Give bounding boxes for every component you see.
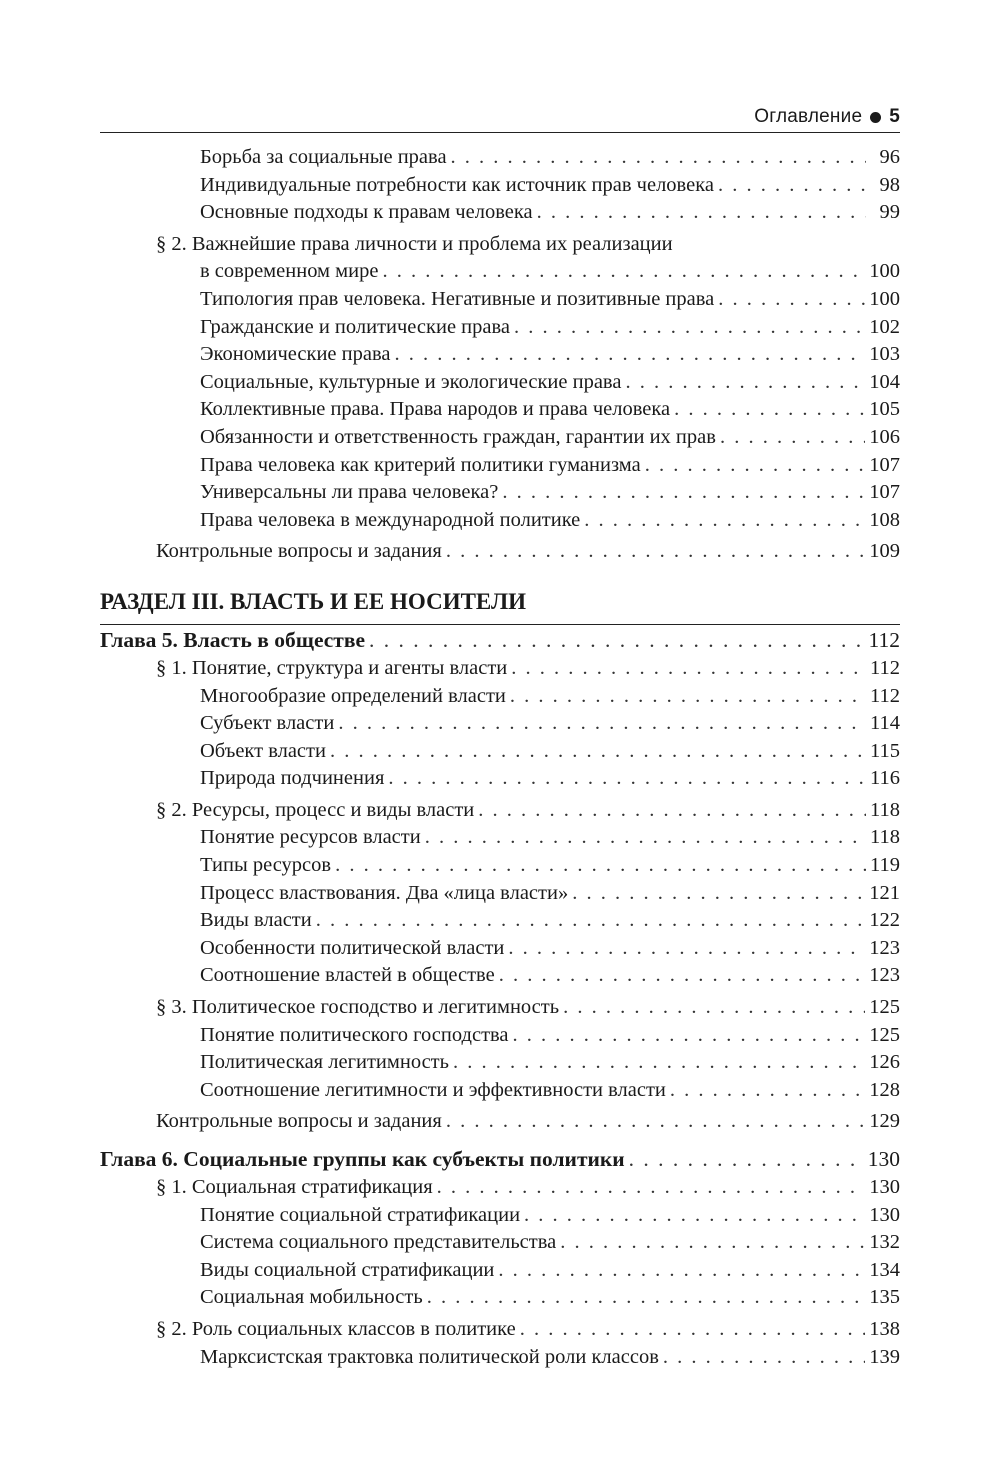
toc-item[interactable]: Природа подчинения . . . 116 bbox=[100, 765, 900, 793]
toc-item[interactable]: Понятие социальной стратификации . . . 130 bbox=[100, 1202, 900, 1230]
toc-page: 105 bbox=[869, 398, 900, 421]
dot-leader bbox=[498, 1257, 865, 1285]
toc-page: 130 bbox=[869, 1176, 900, 1198]
toc-paragraph[interactable]: в современном мире . . . 100 bbox=[100, 258, 900, 286]
dot-leader bbox=[718, 172, 866, 200]
toc-chapter[interactable]: Глава 6. Социальные группы как субъекты политики . . . 130 bbox=[100, 1144, 900, 1174]
dot-leader bbox=[511, 655, 866, 683]
section-title[interactable]: РАЗДЕЛ III. ВЛАСТЬ И ЕЕ НОСИТЕЛИ bbox=[100, 588, 526, 614]
toc-page: 122 bbox=[869, 909, 900, 932]
toc-item[interactable]: Коллективные права. Права народов и права человека . . . 105 bbox=[100, 396, 900, 424]
page-number: 5 bbox=[889, 106, 900, 127]
toc-page: 129 bbox=[869, 1110, 900, 1133]
toc-page: 134 bbox=[869, 1258, 900, 1281]
toc-questions[interactable]: Контрольные вопросы и задания . . . 109 bbox=[100, 538, 900, 566]
toc-page: 104 bbox=[869, 370, 900, 393]
toc-item[interactable]: Типы ресурсов . . . 119 bbox=[100, 852, 900, 880]
dot-leader bbox=[508, 935, 865, 963]
toc-page: 126 bbox=[869, 1051, 900, 1074]
toc-page: 118 bbox=[870, 826, 900, 849]
dot-leader bbox=[520, 1316, 866, 1344]
dot-leader bbox=[425, 824, 866, 852]
dot-leader bbox=[446, 538, 865, 566]
table-of-contents bbox=[100, 144, 900, 1371]
toc-item[interactable]: Соотношение властей в обществе . . . 123 bbox=[100, 962, 900, 990]
toc-item[interactable]: Социальные, культурные и экологические права . . . 104 bbox=[100, 369, 900, 397]
toc-item[interactable]: Виды власти . . . 122 bbox=[100, 907, 900, 935]
dot-leader bbox=[718, 286, 865, 314]
toc-page: 96 bbox=[879, 146, 900, 168]
toc-page: 138 bbox=[869, 1317, 900, 1340]
toc-page: 108 bbox=[869, 508, 900, 531]
toc-page: 114 bbox=[870, 712, 900, 735]
bullet-icon bbox=[870, 112, 881, 123]
toc-page: 128 bbox=[869, 1078, 900, 1101]
running-header-title: Оглавление bbox=[754, 106, 863, 127]
dot-leader bbox=[670, 1077, 865, 1105]
toc-item[interactable]: Гражданские и политические права . . . 102 bbox=[100, 314, 900, 342]
dot-leader bbox=[524, 1202, 865, 1230]
toc-item[interactable]: Многообразие определений власти . . . 112 bbox=[100, 683, 900, 711]
toc-page: 112 bbox=[870, 656, 900, 679]
toc-page: 116 bbox=[870, 767, 900, 790]
toc-item[interactable]: Права человека в международной политике . . . 108 bbox=[100, 507, 900, 535]
toc-page: 100 bbox=[869, 260, 900, 283]
toc-page: 98 bbox=[879, 173, 900, 196]
toc-page: 102 bbox=[869, 315, 900, 338]
toc-page: 132 bbox=[869, 1231, 900, 1254]
book-page bbox=[100, 0, 900, 1480]
toc-page: 100 bbox=[869, 287, 900, 310]
toc-item[interactable]: Экономические права . . . 103 bbox=[100, 341, 900, 369]
toc-page: 139 bbox=[869, 1345, 900, 1368]
dot-leader bbox=[584, 507, 865, 535]
dot-leader bbox=[513, 1022, 866, 1050]
dot-leader bbox=[514, 314, 865, 342]
dot-leader bbox=[394, 341, 865, 369]
toc-paragraph[interactable]: § 1. Социальная стратификация . . . 130 bbox=[100, 1174, 900, 1202]
toc-item[interactable]: Понятие ресурсов власти . . . 118 bbox=[100, 824, 900, 852]
toc-paragraph[interactable]: § 3. Политическое господство и легитимность . . . 125 bbox=[100, 994, 900, 1022]
dot-leader bbox=[537, 199, 866, 227]
toc-paragraph[interactable]: § 2. Роль социальных классов в политике . . . 138 bbox=[100, 1316, 900, 1344]
toc-item[interactable]: Понятие политического господства . . . 125 bbox=[100, 1022, 900, 1050]
dot-leader bbox=[427, 1284, 866, 1312]
toc-page: 115 bbox=[870, 739, 900, 762]
dot-leader bbox=[338, 710, 866, 738]
toc-page: 107 bbox=[869, 453, 900, 476]
toc-item[interactable]: Права человека как критерий политики гуманизма . . . 107 bbox=[100, 452, 900, 480]
dot-leader bbox=[388, 765, 866, 793]
toc-item[interactable]: Виды социальной стратификации . . . 134 bbox=[100, 1257, 900, 1285]
toc-page: 99 bbox=[879, 201, 900, 224]
toc-paragraph-title[interactable]: § 2. Важнейшие права личности и проблема их реализации bbox=[156, 232, 673, 255]
dot-leader bbox=[437, 1174, 866, 1202]
toc-item[interactable]: Субъект власти . . . 114 bbox=[100, 710, 900, 738]
dot-leader bbox=[382, 258, 865, 286]
toc-chapter[interactable]: Глава 5. Власть в обществе . . . 112 bbox=[100, 624, 900, 655]
toc-page: 130 bbox=[867, 1147, 900, 1171]
toc-item[interactable]: Система социального представительства . . . 132 bbox=[100, 1229, 900, 1257]
toc-page: 112 bbox=[868, 627, 900, 652]
toc-item[interactable]: Индивидуальные потребности как источник прав человека . . . 98 bbox=[100, 172, 900, 200]
toc-page: 106 bbox=[869, 425, 900, 448]
toc-item[interactable]: Обязанности и ответственность граждан, гарантии их прав . . . 106 bbox=[100, 424, 900, 452]
toc-page: 125 bbox=[869, 996, 900, 1019]
dot-leader bbox=[510, 683, 866, 711]
dot-leader bbox=[369, 625, 865, 655]
dot-leader bbox=[645, 452, 866, 480]
dot-leader bbox=[720, 424, 865, 452]
dot-leader bbox=[560, 1229, 865, 1257]
dot-leader bbox=[499, 962, 866, 990]
dot-leader bbox=[625, 369, 865, 397]
toc-page: 121 bbox=[869, 881, 900, 904]
toc-page: 107 bbox=[869, 481, 900, 504]
toc-item[interactable]: Борьба за социальные права . . . 96 bbox=[100, 144, 900, 172]
dot-leader bbox=[451, 144, 866, 172]
toc-item[interactable]: Марксистская трактовка политической роли классов . . . 139 bbox=[100, 1344, 900, 1372]
toc-paragraph[interactable]: § 2. Ресурсы, процесс и виды власти . . . 118 bbox=[100, 797, 900, 825]
dot-leader bbox=[629, 1144, 864, 1174]
toc-item[interactable]: Процесс властвования. Два «лица власти» . . . 121 bbox=[100, 880, 900, 908]
dot-leader bbox=[663, 1344, 865, 1372]
toc-questions[interactable]: Контрольные вопросы и задания . . . 129 bbox=[100, 1108, 900, 1136]
toc-page: 109 bbox=[869, 540, 900, 563]
running-header bbox=[100, 98, 900, 133]
toc-page: 123 bbox=[869, 936, 900, 959]
dot-leader bbox=[330, 738, 866, 766]
toc-page: 125 bbox=[869, 1023, 900, 1046]
toc-item[interactable]: Основные подходы к правам человека . . . 99 bbox=[100, 199, 900, 227]
dot-leader bbox=[335, 852, 866, 880]
dot-leader bbox=[446, 1108, 865, 1136]
toc-item[interactable]: Объект власти . . . 115 bbox=[100, 738, 900, 766]
toc-page: 130 bbox=[869, 1203, 900, 1226]
toc-page: 119 bbox=[870, 854, 900, 877]
toc-page: 112 bbox=[870, 684, 900, 707]
dot-leader bbox=[478, 797, 866, 825]
dot-leader bbox=[674, 396, 865, 424]
toc-page: 135 bbox=[869, 1286, 900, 1309]
toc-item[interactable]: Социальная мобильность . . . 135 bbox=[100, 1284, 900, 1312]
dot-leader bbox=[453, 1049, 865, 1077]
toc-page: 103 bbox=[869, 343, 900, 366]
dot-leader bbox=[563, 994, 865, 1022]
dot-leader bbox=[316, 907, 866, 935]
toc-paragraph[interactable]: § 1. Понятие, структура и агенты власти . . . 112 bbox=[100, 655, 900, 683]
toc-page: 118 bbox=[870, 798, 900, 821]
toc-item[interactable]: Политическая легитимность . . . 126 bbox=[100, 1049, 900, 1077]
toc-item[interactable]: Особенности политической власти . . . 123 bbox=[100, 935, 900, 963]
dot-leader bbox=[572, 880, 865, 908]
toc-item[interactable]: Типология прав человека. Негативные и позитивные права . . . 100 bbox=[100, 286, 900, 314]
dot-leader bbox=[502, 479, 865, 507]
toc-item[interactable]: Универсальны ли права человека? . . . 107 bbox=[100, 479, 900, 507]
toc-item[interactable]: Соотношение легитимности и эффективности власти . . . 128 bbox=[100, 1077, 900, 1105]
toc-page: 123 bbox=[869, 964, 900, 987]
